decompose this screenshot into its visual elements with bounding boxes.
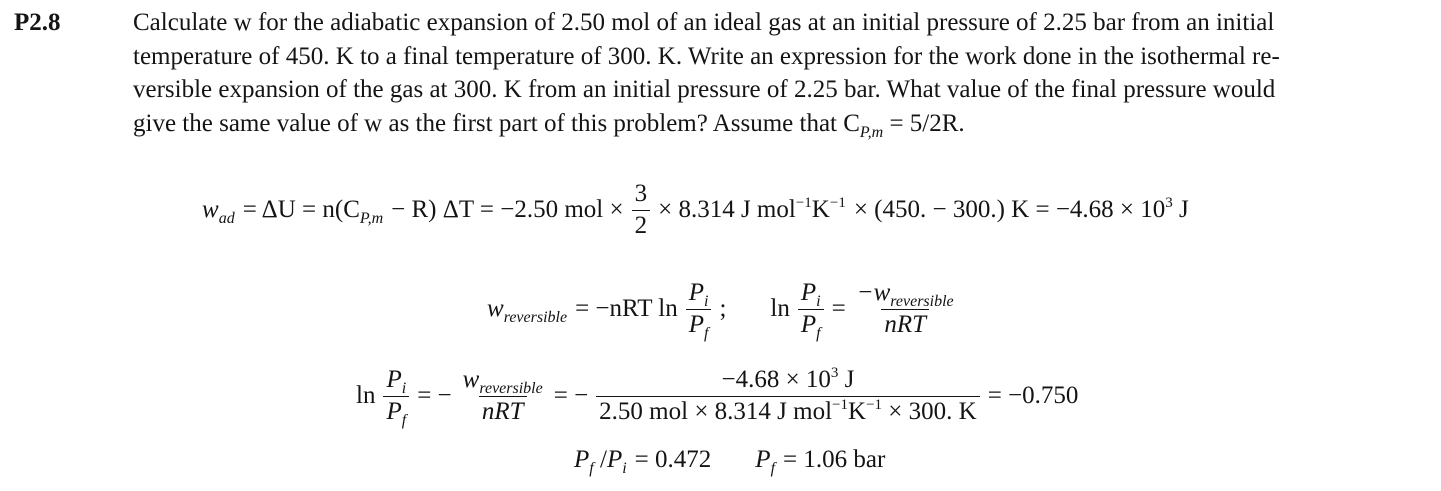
eq2-pressure-ratio-2: $\frac{P_i}{P_f}$ (798, 280, 824, 338)
problem-line-2: temperature of 450. K to a final temperature of 300. K. Write an expression for the work done in the isothermal re- (133, 43, 1280, 70)
eq1-term1: = $\Delta U = n(C_{P,m}$ (242, 196, 384, 227)
eq3-equals-1: = − (417, 382, 452, 409)
eq2-lhs: $w_{reversible}$ (487, 295, 568, 326)
problem-line-3: versible expansion of the gas at 300. K from an initial pressure of 2.25 bar. What value of the final pressure would (133, 76, 1276, 103)
equation-reversible-work (483, 276, 961, 342)
eq3-pressure-ratio: $\frac{P_i}{P_f}$ (383, 367, 409, 425)
equation-ln-ratio (352, 360, 1082, 432)
eq2-pressure-ratio: $\frac{P_i}{P_f}$ (686, 280, 712, 338)
eq2-equals: = (831, 295, 846, 322)
eq3-ln: ln (356, 382, 376, 409)
eq2-semicolon: ; (719, 295, 727, 322)
eq2-rhs-fraction: $\frac{-w_{reversible}}{\text{nRT}}$ (856, 279, 954, 338)
eq2-ln: ln (770, 295, 790, 322)
problem-line-1: Calculate w for the adiabatic expansion of 2.50 mol of an ideal gas at an initial pressure of 2.25 bar from an initial (133, 9, 1275, 36)
eq1-term5: × (450. − 300.) $K = -4.68 \times 10^3$ J (853, 195, 1189, 223)
problem-line-4 (133, 110, 965, 141)
eq1-fraction: $\frac{3}{2}$ (632, 181, 651, 239)
equation-final-pressure (570, 440, 889, 480)
eq1-term2: − R) ΔT = −2.50 mol × (391, 196, 624, 223)
eq4-ratio: $P_f$ $/P_i$ (574, 446, 627, 477)
problem-line-4-tail: = 5/2R. (883, 110, 965, 137)
problem-number: P2.8 (14, 9, 61, 36)
eq3-equals-2: = − (553, 382, 589, 409)
eq4-pf-value: = 1.06 bar (783, 446, 886, 473)
eq1-term3: × 8.314 J $mol^{-1}K^{-1}$ (658, 195, 846, 223)
equation-adiabatic-work (198, 178, 1193, 242)
problem-line-4-text: give the same value of w as the first part of this problem? Assume that C (133, 110, 860, 137)
cpm-subscript: P,m (859, 124, 884, 141)
eq3-numeric-fraction: $\frac{-4.68 \times 10^3 J}{2.50 mol \times 8.314 J mol^{-1}K^{-1} \times 300. K}$ (596, 367, 980, 425)
eq1-lhs: $w_{ad}$ (202, 196, 235, 227)
eq2-term1: = −nRT ln (575, 295, 678, 322)
eq4-pf: $P_f$ (755, 446, 776, 477)
eq3-work-fraction: $\frac{w_{reversible}}{\text{nRT}}$ (462, 366, 543, 425)
eq4-ratio-value: = 0.472 (634, 446, 712, 473)
eq3-result: = −0.750 (987, 382, 1079, 409)
